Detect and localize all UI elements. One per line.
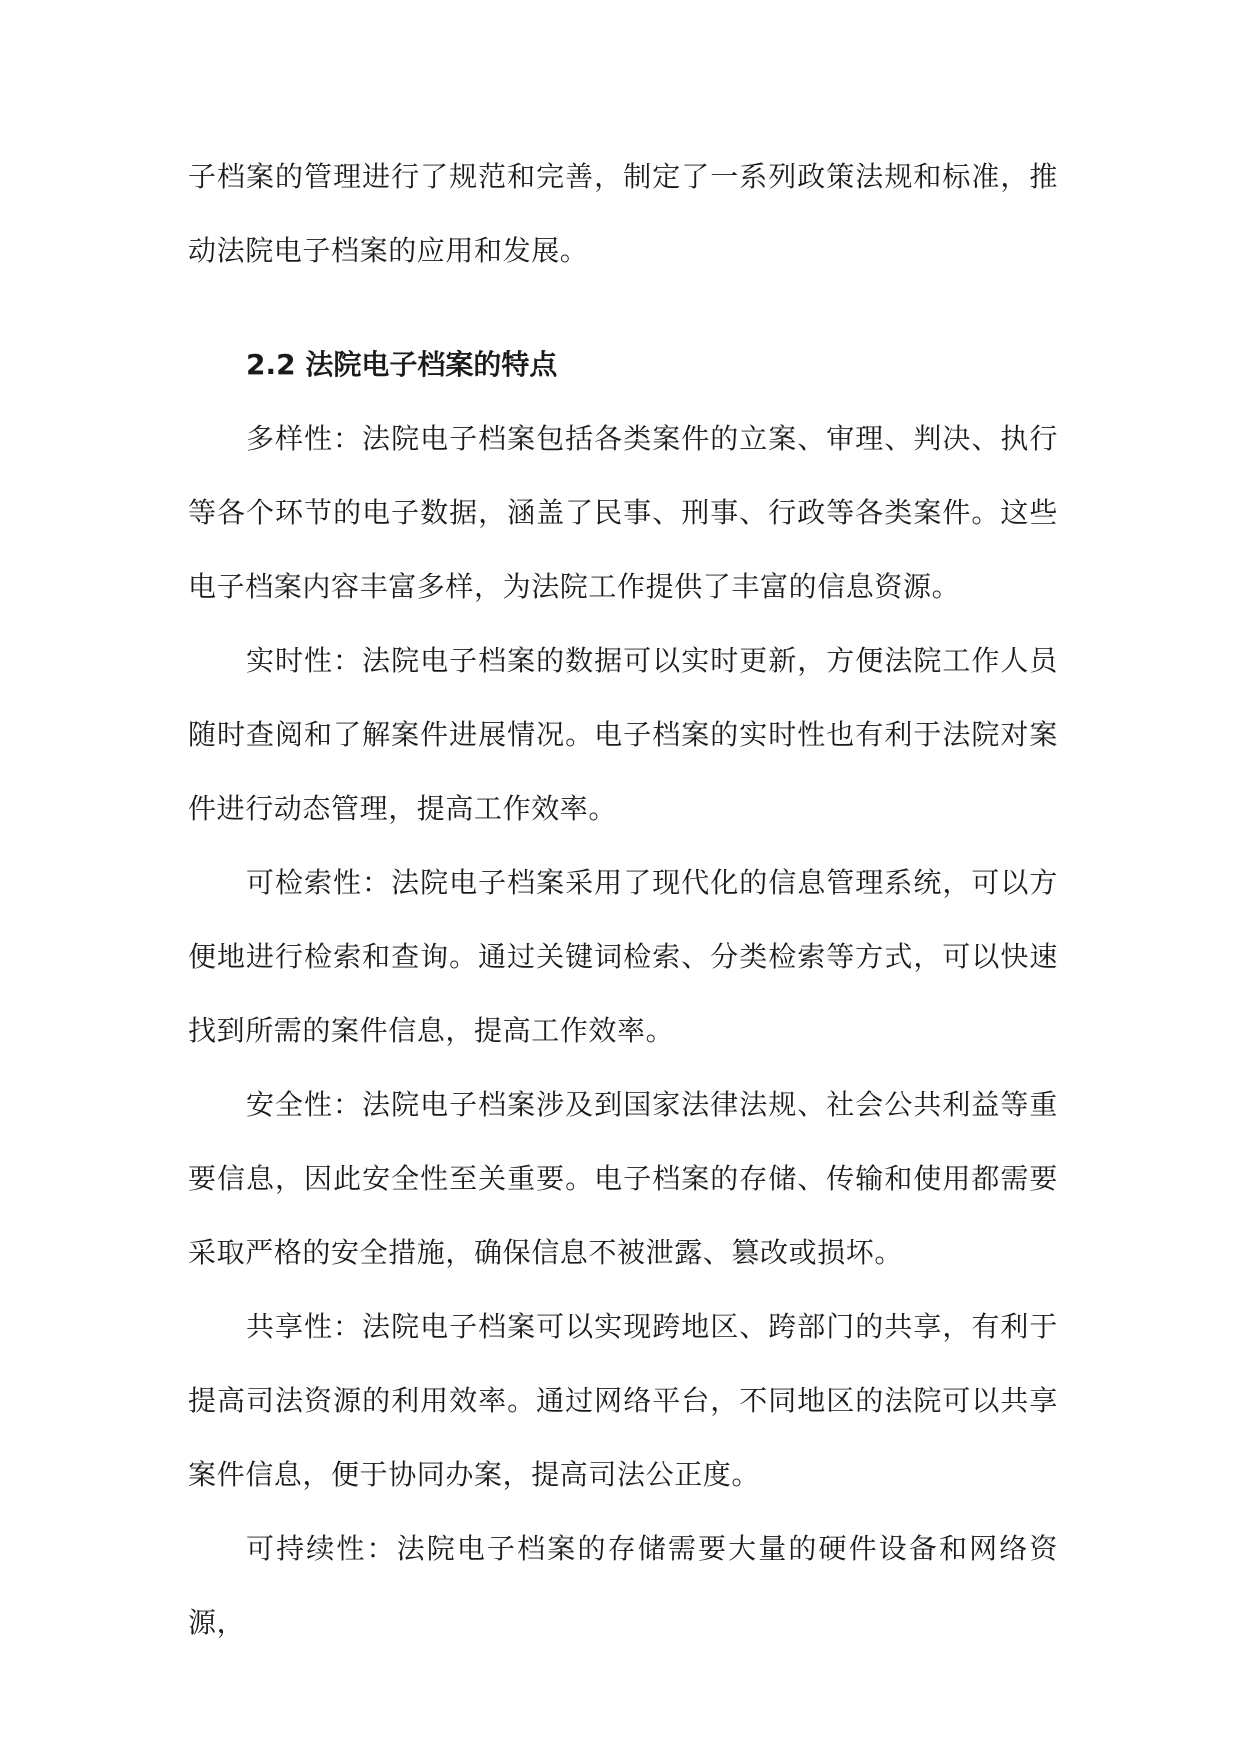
paragraph-sharing: 共享性：法院电子档案可以实现跨地区、跨部门的共享，有利于提高司法资源的利用效率。通过网络平台，不同地区的法院可以共享案件信息，便于协同办案，提高司法公正度。 (188, 1310, 1058, 1491)
intro-paragraph: 子档案的管理进行了规范和完善，制定了一系列政策法规和标准，推动法院电子档案的应用和发展。 (188, 160, 1058, 267)
page-body (188, 140, 1058, 1660)
paragraph-searchability: 可检索性：法院电子档案采用了现代化的信息管理系统，可以方便地进行检索和查询。通过关键词检索、分类检索等方式，可以快速找到所需的案件信息，提高工作效率。 (188, 866, 1058, 1047)
paragraph-real-time: 实时性：法院电子档案的数据可以实时更新，方便法院工作人员随时查阅和了解案件进展情况。电子档案的实时性也有利于法院对案件进行动态管理，提高工作效率。 (188, 644, 1058, 825)
section-heading: 2.2 法院电子档案的特点 (246, 348, 558, 381)
paragraph-sustainability: 可持续性：法院电子档案的存储需要大量的硬件设备和网络资源， (188, 1532, 1058, 1639)
paragraph-diversity: 多样性：法院电子档案包括各类案件的立案、审理、判决、执行等各个环节的电子数据，涵盖了民事、刑事、行政等各类案件。这些电子档案内容丰富多样，为法院工作提供了丰富的信息资源。 (188, 422, 1058, 603)
paragraph-security: 安全性：法院电子档案涉及到国家法律法规、社会公共利益等重要信息，因此安全性至关重要。电子档案的存储、传输和使用都需要采取严格的安全措施，确保信息不被泄露、篡改或损坏。 (188, 1088, 1058, 1269)
